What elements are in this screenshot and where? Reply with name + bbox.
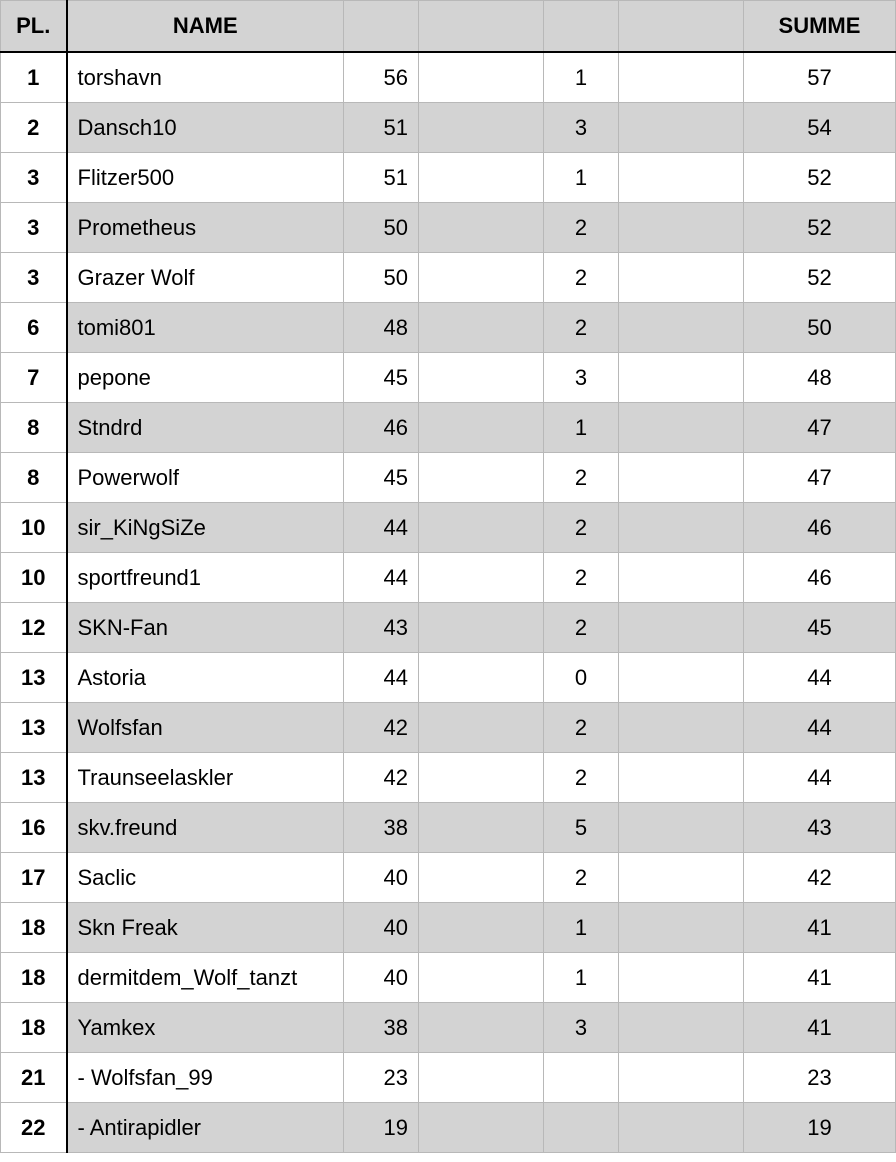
cell-place: 2 — [1, 103, 67, 153]
cell-empty-1 — [419, 753, 544, 803]
cell-empty-1 — [419, 303, 544, 353]
cell-bonus: 2 — [544, 203, 619, 253]
cell-place: 8 — [1, 453, 67, 503]
cell-points: 38 — [344, 1003, 419, 1053]
cell-empty-1 — [419, 153, 544, 203]
cell-sum: 54 — [744, 103, 896, 153]
cell-empty-2 — [619, 803, 744, 853]
cell-place: 16 — [1, 803, 67, 853]
cell-points: 50 — [344, 253, 419, 303]
cell-sum: 41 — [744, 953, 896, 1003]
table-row — [1, 403, 896, 453]
table-row — [1, 303, 896, 353]
cell-bonus: 1 — [544, 903, 619, 953]
cell-empty-2 — [619, 603, 744, 653]
cell-name: Prometheus — [67, 203, 344, 253]
table-row — [1, 253, 896, 303]
cell-bonus — [544, 1103, 619, 1153]
cell-name: sportfreund1 — [67, 553, 344, 603]
cell-sum: 44 — [744, 753, 896, 803]
cell-empty-2 — [619, 1053, 744, 1103]
cell-sum: 48 — [744, 353, 896, 403]
cell-place: 3 — [1, 203, 67, 253]
cell-empty-1 — [419, 503, 544, 553]
cell-bonus: 2 — [544, 603, 619, 653]
cell-points: 45 — [344, 353, 419, 403]
cell-place: 6 — [1, 303, 67, 353]
cell-bonus: 2 — [544, 253, 619, 303]
cell-empty-2 — [619, 303, 744, 353]
table-row — [1, 953, 896, 1003]
table-row — [1, 703, 896, 753]
cell-empty-2 — [619, 403, 744, 453]
cell-sum: 44 — [744, 703, 896, 753]
cell-empty-2 — [619, 553, 744, 603]
cell-name: sir_KiNgSiZe — [67, 503, 344, 553]
cell-empty-1 — [419, 803, 544, 853]
cell-empty-1 — [419, 103, 544, 153]
table-row — [1, 203, 896, 253]
cell-name: SKN-Fan — [67, 603, 344, 653]
cell-sum: 46 — [744, 553, 896, 603]
table-body — [1, 52, 896, 1153]
cell-points: 50 — [344, 203, 419, 253]
cell-empty-2 — [619, 703, 744, 753]
table-row — [1, 153, 896, 203]
cell-empty-2 — [619, 503, 744, 553]
cell-sum: 57 — [744, 52, 896, 103]
cell-place: 1 — [1, 52, 67, 103]
table-row — [1, 903, 896, 953]
cell-points: 19 — [344, 1103, 419, 1153]
cell-empty-2 — [619, 103, 744, 153]
cell-empty-1 — [419, 353, 544, 403]
table-row — [1, 503, 896, 553]
cell-sum: 47 — [744, 403, 896, 453]
cell-bonus: 2 — [544, 303, 619, 353]
cell-empty-1 — [419, 52, 544, 103]
cell-empty-2 — [619, 953, 744, 1003]
cell-points: 42 — [344, 753, 419, 803]
cell-empty-1 — [419, 1053, 544, 1103]
cell-empty-1 — [419, 853, 544, 903]
cell-sum: 52 — [744, 253, 896, 303]
cell-points: 48 — [344, 303, 419, 353]
cell-empty-2 — [619, 353, 744, 403]
cell-name: Stndrd — [67, 403, 344, 453]
cell-sum: 41 — [744, 903, 896, 953]
table-row — [1, 453, 896, 503]
header-place: PL. — [1, 1, 67, 53]
table-row — [1, 853, 896, 903]
cell-empty-1 — [419, 903, 544, 953]
cell-bonus: 1 — [544, 153, 619, 203]
cell-points: 38 — [344, 803, 419, 853]
cell-bonus: 1 — [544, 403, 619, 453]
cell-place: 8 — [1, 403, 67, 453]
cell-sum: 50 — [744, 303, 896, 353]
cell-points: 51 — [344, 153, 419, 203]
cell-sum: 44 — [744, 653, 896, 703]
cell-points: 40 — [344, 953, 419, 1003]
cell-name: tomi801 — [67, 303, 344, 353]
cell-empty-2 — [619, 253, 744, 303]
table-row — [1, 52, 896, 103]
cell-name: pepone — [67, 353, 344, 403]
cell-empty-2 — [619, 1103, 744, 1153]
cell-sum: 23 — [744, 1053, 896, 1103]
table-row — [1, 1003, 896, 1053]
cell-empty-1 — [419, 703, 544, 753]
cell-place: 22 — [1, 1103, 67, 1153]
cell-place: 3 — [1, 253, 67, 303]
cell-bonus: 2 — [544, 703, 619, 753]
cell-name: Yamkex — [67, 1003, 344, 1053]
table-row — [1, 353, 896, 403]
cell-points: 44 — [344, 503, 419, 553]
cell-place: 17 — [1, 853, 67, 903]
cell-points: 42 — [344, 703, 419, 753]
cell-place: 7 — [1, 353, 67, 403]
cell-points: 40 — [344, 903, 419, 953]
cell-empty-1 — [419, 253, 544, 303]
cell-sum: 19 — [744, 1103, 896, 1153]
cell-empty-1 — [419, 603, 544, 653]
table-row — [1, 1053, 896, 1103]
cell-name: Traunseelaskler — [67, 753, 344, 803]
cell-name: Powerwolf — [67, 453, 344, 503]
cell-place: 21 — [1, 1053, 67, 1103]
cell-name: Skn Freak — [67, 903, 344, 953]
cell-bonus: 5 — [544, 803, 619, 853]
cell-sum: 42 — [744, 853, 896, 903]
cell-place: 13 — [1, 753, 67, 803]
cell-bonus: 2 — [544, 553, 619, 603]
cell-empty-2 — [619, 203, 744, 253]
cell-place: 13 — [1, 653, 67, 703]
cell-points: 40 — [344, 853, 419, 903]
cell-empty-1 — [419, 203, 544, 253]
cell-empty-2 — [619, 753, 744, 803]
cell-empty-1 — [419, 453, 544, 503]
cell-name: torshavn — [67, 52, 344, 103]
cell-empty-2 — [619, 1003, 744, 1053]
table-row — [1, 103, 896, 153]
cell-name: Wolfsfan — [67, 703, 344, 753]
cell-empty-2 — [619, 903, 744, 953]
cell-sum: 52 — [744, 203, 896, 253]
header-row — [1, 1, 896, 53]
cell-sum: 46 — [744, 503, 896, 553]
cell-sum: 52 — [744, 153, 896, 203]
table-row — [1, 803, 896, 853]
cell-bonus: 2 — [544, 753, 619, 803]
cell-empty-1 — [419, 1103, 544, 1153]
table-row — [1, 553, 896, 603]
cell-points: 46 — [344, 403, 419, 453]
cell-place: 18 — [1, 953, 67, 1003]
cell-empty-1 — [419, 953, 544, 1003]
cell-bonus: 2 — [544, 453, 619, 503]
header-empty-2 — [619, 1, 744, 53]
cell-sum: 47 — [744, 453, 896, 503]
cell-sum: 45 — [744, 603, 896, 653]
cell-name: Astoria — [67, 653, 344, 703]
cell-place: 13 — [1, 703, 67, 753]
cell-empty-2 — [619, 453, 744, 503]
cell-name: skv.freund — [67, 803, 344, 853]
cell-place: 10 — [1, 553, 67, 603]
cell-place: 18 — [1, 903, 67, 953]
cell-bonus: 3 — [544, 353, 619, 403]
table-row — [1, 753, 896, 803]
table-row — [1, 653, 896, 703]
cell-place: 18 — [1, 1003, 67, 1053]
cell-empty-2 — [619, 153, 744, 203]
table-row — [1, 1103, 896, 1153]
table-row — [1, 603, 896, 653]
header-points — [344, 1, 419, 53]
cell-place: 12 — [1, 603, 67, 653]
cell-name: Dansch10 — [67, 103, 344, 153]
cell-bonus: 2 — [544, 853, 619, 903]
cell-bonus: 1 — [544, 953, 619, 1003]
cell-name: Flitzer500 — [67, 153, 344, 203]
cell-empty-2 — [619, 853, 744, 903]
header-sum: SUMME — [744, 1, 896, 53]
cell-bonus: 0 — [544, 653, 619, 703]
cell-empty-1 — [419, 1003, 544, 1053]
cell-empty-2 — [619, 653, 744, 703]
cell-empty-2 — [619, 52, 744, 103]
cell-sum: 41 — [744, 1003, 896, 1053]
cell-empty-1 — [419, 403, 544, 453]
cell-name: Grazer Wolf — [67, 253, 344, 303]
cell-name: - Antirapidler — [67, 1103, 344, 1153]
cell-points: 43 — [344, 603, 419, 653]
cell-place: 10 — [1, 503, 67, 553]
cell-name: - Wolfsfan_99 — [67, 1053, 344, 1103]
cell-empty-1 — [419, 653, 544, 703]
cell-name: Saclic — [67, 853, 344, 903]
cell-points: 56 — [344, 52, 419, 103]
cell-place: 3 — [1, 153, 67, 203]
cell-bonus: 1 — [544, 52, 619, 103]
cell-points: 51 — [344, 103, 419, 153]
header-bonus — [544, 1, 619, 53]
header-empty-1 — [419, 1, 544, 53]
cell-bonus: 3 — [544, 1003, 619, 1053]
cell-empty-1 — [419, 553, 544, 603]
header-name: NAME — [67, 1, 344, 53]
cell-name: dermitdem_Wolf_tanzt — [67, 953, 344, 1003]
cell-points: 23 — [344, 1053, 419, 1103]
cell-points: 45 — [344, 453, 419, 503]
cell-sum: 43 — [744, 803, 896, 853]
cell-bonus: 3 — [544, 103, 619, 153]
cell-bonus — [544, 1053, 619, 1103]
cell-points: 44 — [344, 653, 419, 703]
cell-bonus: 2 — [544, 503, 619, 553]
cell-points: 44 — [344, 553, 419, 603]
